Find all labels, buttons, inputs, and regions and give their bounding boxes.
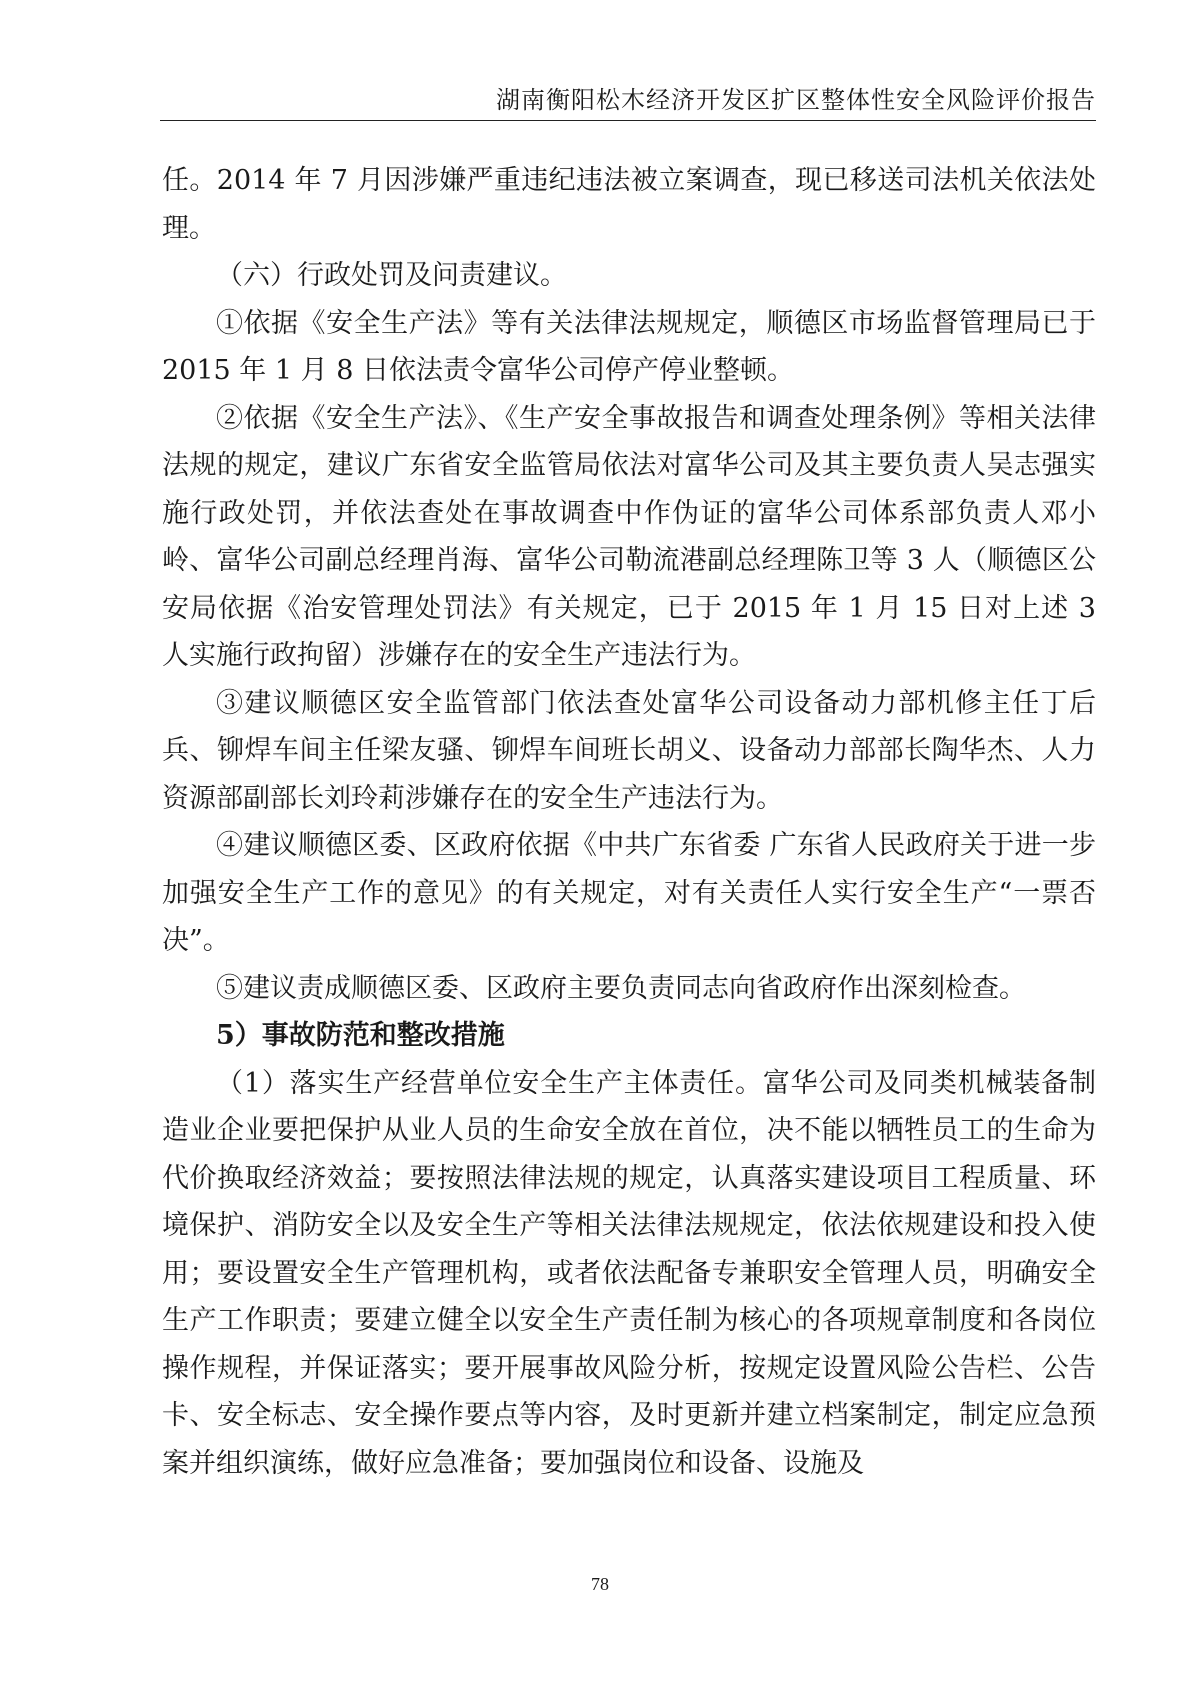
paragraph: （1）落实生产经营单位安全生产主体责任。富华公司及同类机械装备制造业企业要把保护从业人员的生命安全放在首位，决不能以牺牲员工的生命为代价换取经济效益；要按照法律法规的规定，认真落实建设项目工程质量、环境保护、消防安全以及安全生产等相关法律法规规定，依法依规建设和投入使用；要设置安全生产管理机构，或者依法配备专兼职安全管理人员，明确安全生产工作职责；要建立健全以安全生产责任制为核心的各项规章制度和各岗位操作规程，并保证落实；要开展事故风险分析，按规定设置风险公告栏、公告卡、安全标志、安全操作要点等内容，及时更新并建立档案制定，制定应急预案并组织演练，做好应急准备；要加强岗位和设备、设施及 (162, 1067, 1096, 1479)
paragraph: ③建议顺德区安全监管部门依法查处富华公司设备动力部机修主任丁后兵、铆焊车间主任梁友骚、铆焊车间班长胡义、设备动力部部长陶华杰、人力资源部副部长刘玲莉涉嫌存在的安全生产违法行为。 (162, 687, 1096, 814)
paragraph: ④建议顺德区委、区政府依据《中共广东省委 广东省人民政府关于进一步加强安全生产工作的意见》的有关规定，对有关责任人实行安全生产“一票否决”。 (162, 830, 1096, 956)
header-divider (160, 120, 1096, 121)
paragraph: （六）行政处罚及问责建议。 (216, 260, 567, 291)
running-header-title: 湖南衡阳松木经济开发区扩区整体性安全风险评价报告 (496, 86, 1096, 114)
page-number: 78 (591, 1574, 609, 1594)
paragraph: ①依据《安全生产法》等有关法律法规规定，顺德区市场监督管理局已于 2015 年 1 月 8 日依法责令富华公司停产停业整顿。 (162, 307, 1096, 386)
body-text (162, 157, 1096, 1487)
paragraph: 任。2014 年 7 月因涉嫌严重违纪违法被立案调查，现已移送司法机关依法处理。 (162, 165, 1096, 244)
paragraph: ⑤建议责成顺德区委、区政府主要负责同志向省政府作出深刻检查。 (216, 972, 1026, 1004)
section-heading: 5）事故防范和整改措施 (216, 1020, 505, 1051)
paragraph: ②依据《安全生产法》、《生产安全事故报告和调查处理条例》等相关法律法规的规定，建议广东省安全监管局依法对富华公司及其主要负责人吴志强实施行政处罚，并依法查处在事故调查中作伪证的富华公司体系部负责人邓小岭、富华公司副总经理肖海、富华公司勒流港副总经理陈卫等 3 人（顺德区公安局依据《治安管理处罚法》有关规定，已于 2015 年 1 月 15 日对上述 3 人实施行政拘留）涉嫌存在的安全生产违法行为。 (162, 402, 1096, 671)
